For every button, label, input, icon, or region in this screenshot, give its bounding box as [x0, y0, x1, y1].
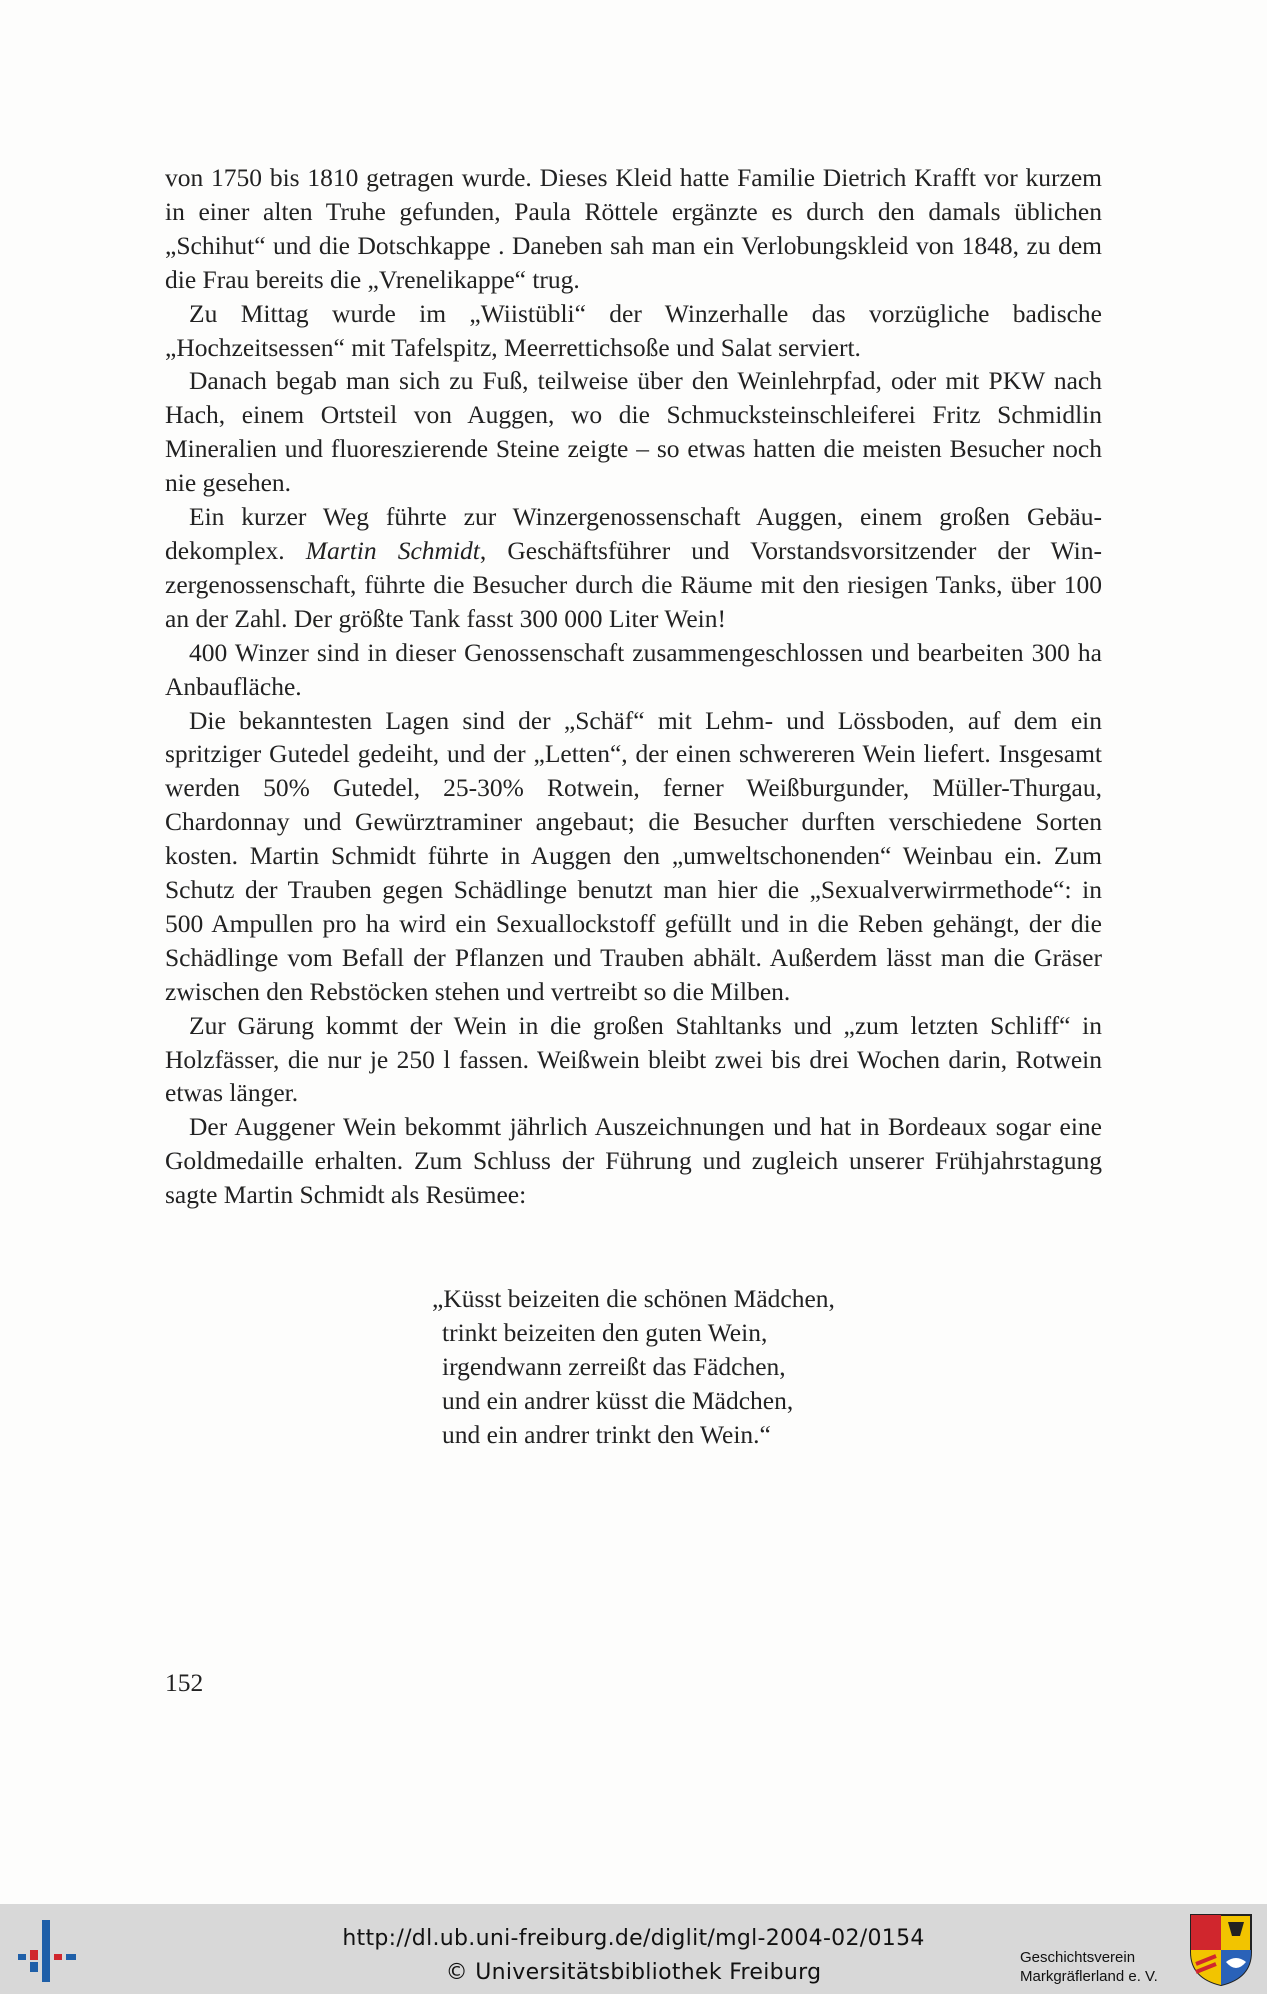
footer-bar [0, 1904, 1267, 1994]
coat-of-arms-icon [1188, 1912, 1254, 1988]
page-number: 152 [165, 1668, 204, 1697]
copyright-text: © Universitätsbibliothek Freiburg [445, 1960, 822, 1985]
poem-line: trinkt beizeiten den guten Wein, [442, 1318, 768, 1347]
poem-line: und ein andrer küsst die Mädchen, [442, 1386, 794, 1415]
poem-line: und ein andrer trinkt den Wein.“ [442, 1420, 771, 1449]
society-name-line: Geschichtsverein [1020, 1949, 1136, 1966]
paragraph: Zu Mittag wurde im „Wiistübli“ der Winzerhalle das vorzügliche badische „Hochzeitsessen“ mit Tafelspitz, Meerrettichsoße und Salat serviert. [165, 298, 1102, 362]
paragraph: Zur Gärung kommt der Wein in die großen Stahltanks und „zum letzten Schliff“ in Holzfässer, die nur je 250 l fassen. Weißwein bleibt zwei bis drei Wochen darin, Rotwein etwas länger. [165, 1010, 1102, 1108]
paragraph-text: Ein kurzer Weg führte zur Winzergenossenschaft Auggen, einem großen Gebäudekomplex. [165, 502, 1102, 565]
paragraph: Danach begab man sich zu Fuß, teilweise über den Weinlehrpfad, oder mit PKW nach Hach, einem Ortsteil von Auggen, wo die Schmucksteinschleiferei Fritz Schmidlin Mineralien und fluoreszierende Steine zeigte – so etwas hatten die meisten Besucher noch nie gesehen. [165, 366, 1102, 498]
paragraph: von 1750 bis 1810 getragen wurde. Dieses Kleid hatte Familie Dietrich Krafft vor kurzem in einer alten Truhe gefunden, Paula Röttele ergänzte es durch den damals üblichen „Schihut“ und die Dotschkappe . Daneben sah man ein Verlobungskleid von 1848, zu dem die Frau bereits die „Vrenelikappe“ trug. [165, 163, 1102, 294]
paragraph: Die bekanntesten Lagen sind der „Schäf“ mit Lehm- und Lössboden, auf dem ein spritziger Gutedel gedeiht, und der „Letten“, der einen schwereren Wein liefert. Insgesamt werden 50% Gutedel, 25-30% Rotwein, ferner Weißburgunder, Müller-Thurgau, Chardonnay und Gewürztraminer angebaut; die Besucher durften verschiedene Sorten kosten. Martin Schmidt führte in Auggen den „umweltschonenden“ Weinbau ein. Zum Schutz der Trauben gegen Schädlinge benutzt man hier die „Sexualverwirrmethode“: in 500 Ampullen pro ha wird ein Sexuallockstoff gefüllt und in die Reben gehängt, der die Schädlinge vom Befall der Pflanzen und Trauben abhält. Außerdem lässt man die Gräser zwischen den Rebstöcken stehen und vertreibt so die Milben. [165, 705, 1102, 1006]
paragraph: 400 Winzer sind in dieser Genossenschaft zusammengeschlossen und bearbeiten 300 ha Anbaufläche. [165, 637, 1102, 701]
paragraph: Der Auggener Wein bekommt jährlich Auszeichnungen und hat in Bordeaux sogar eine Goldmedaille erhalten. Zum Schluss der Führung und zugleich unserer Frühjahrstagung sagte Martin Schmidt als Resümee: [165, 1112, 1102, 1210]
poem-line: irgendwann zerreißt das Fädchen, [442, 1352, 786, 1381]
society-name-line: Markgräflerland e. V. [1020, 1968, 1158, 1985]
person-name: Martin Schmidt [305, 535, 480, 565]
document-url-link[interactable]: http://dl.ub.uni-freiburg.de/diglit/mgl-2004-02/0154 [342, 1926, 925, 1951]
paragraph [165, 500, 1102, 636]
poem-quote [432, 1282, 835, 1452]
paragraph-text: , Geschäftsführer und Vorstandsvorsitzender der Winzergenossenschaft, führte die Besucher durch die Räume mit den riesigen Tanks, über 100 an der Zahl. Der größte Tank fasst 300 000 Liter Wein! [165, 535, 1102, 633]
poem-line: „Küsst beizeiten die schönen Mädchen, [432, 1284, 835, 1313]
society-name [1020, 1948, 1158, 1986]
body-text [165, 161, 1102, 1212]
